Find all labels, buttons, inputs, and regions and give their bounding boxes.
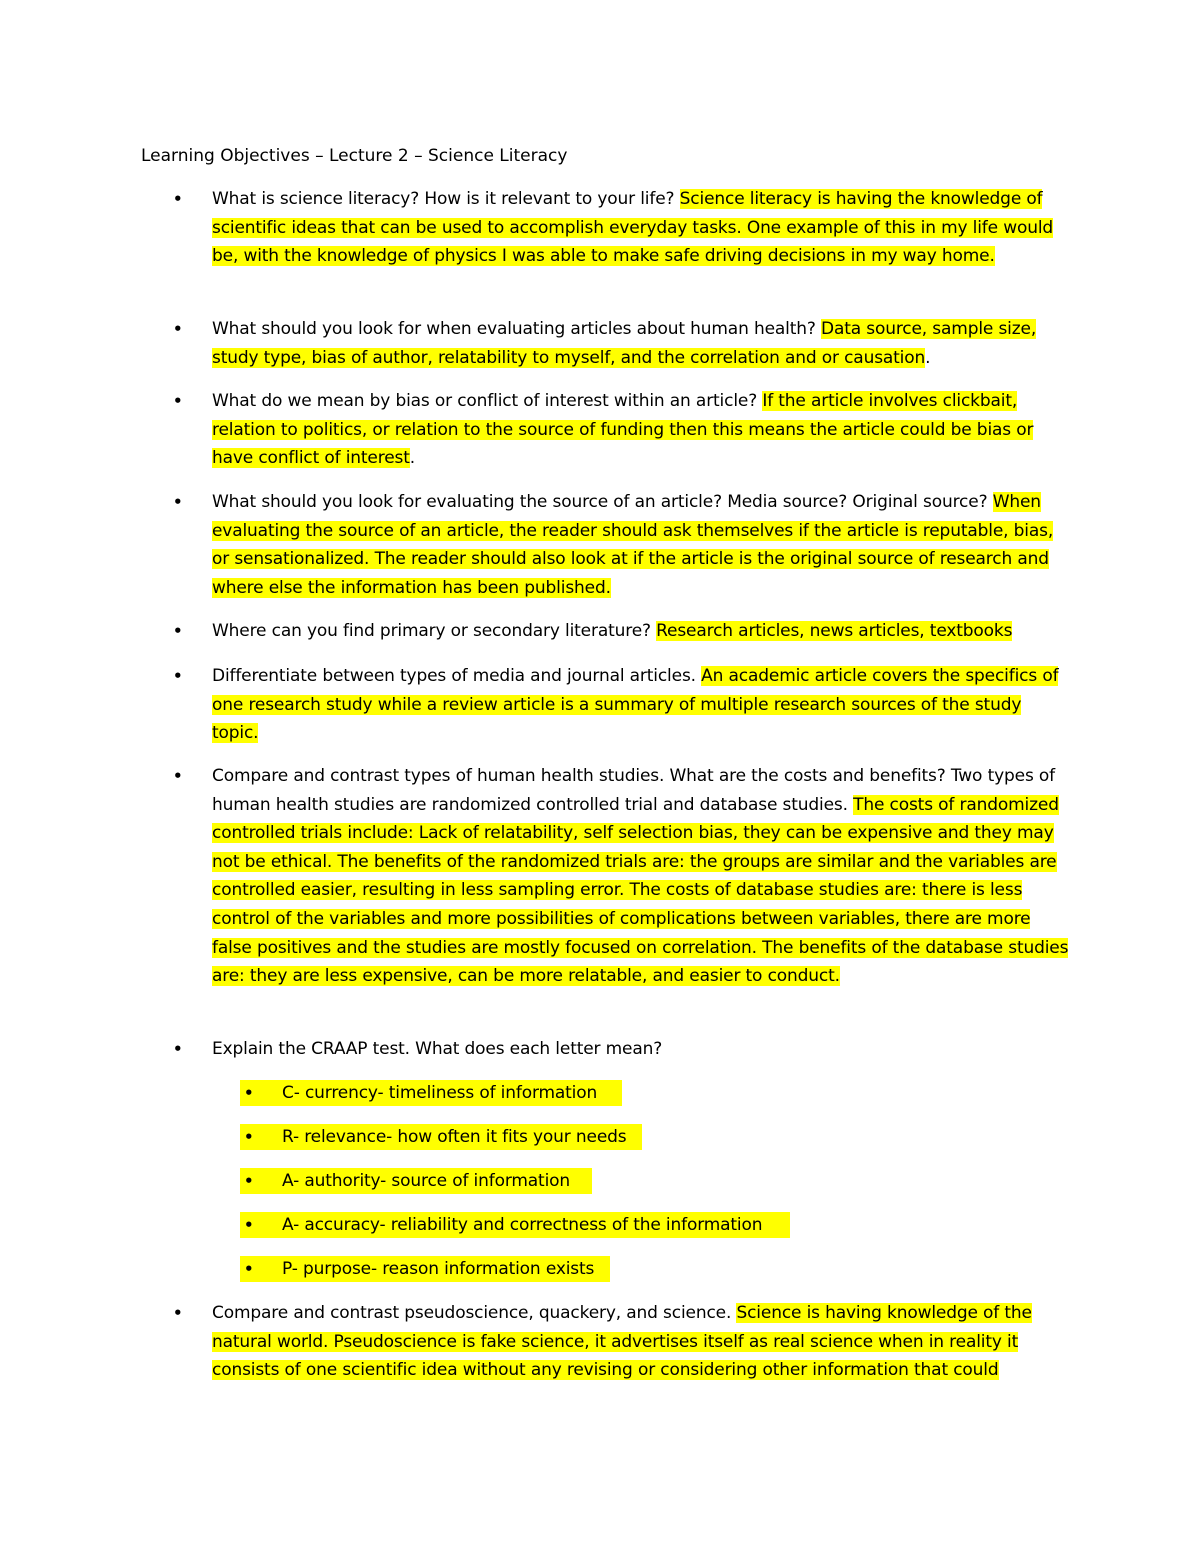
bullet-icon: •	[173, 767, 183, 785]
bullet-icon: •	[173, 392, 183, 410]
question-text: What should you look for when evaluating articles about human health?	[212, 319, 821, 339]
bullet-icon: •	[173, 622, 183, 640]
bullet-icon: •	[173, 493, 183, 511]
page-title: Learning Objectives – Lecture 2 – Science Literacy	[141, 146, 568, 166]
question-text: What should you look for evaluating the source of an article? Media source? Original source?	[212, 492, 993, 512]
question-text: Where can you find primary or secondary literature?	[212, 621, 657, 641]
bullet-icon: •	[173, 1040, 183, 1058]
answer-text: Science literacy is having the knowledge of scientific ideas that can be used to accomplish everyday tasks. One example of this in my life would be, with the knowledge of physics I was able to make safe driving decisions in my way home.	[212, 189, 1054, 267]
item-text	[212, 488, 1070, 602]
item-text	[212, 617, 1070, 646]
bullet-icon: •	[244, 1084, 254, 1102]
item-text	[212, 662, 1070, 748]
item-text	[212, 387, 1070, 473]
item-text	[212, 185, 1070, 271]
sub-item-text: A- authority- source of information	[282, 1171, 571, 1191]
sub-item-text: A- accuracy- reliability and correctness of the information	[282, 1215, 763, 1235]
question-text: What do we mean by bias or conflict of interest within an article?	[212, 391, 763, 411]
bullet-icon: •	[244, 1128, 254, 1146]
bullet-icon: •	[173, 1304, 183, 1322]
sub-item-text: C- currency- timeliness of information	[282, 1083, 598, 1103]
item-text	[212, 315, 1070, 372]
question-text: Explain the CRAAP test. What does each letter mean?	[212, 1039, 663, 1059]
question-text: Compare and contrast types of human health studies. What are the costs and benefits? Two types of human health studies are randomized controlled trial and database studies.	[212, 766, 1055, 815]
item-text	[212, 1299, 1070, 1385]
answer-tail: .	[925, 347, 931, 368]
answer-text: If the article involves clickbait, relation to politics, or relation to the source of funding then this means the article could be bias or have conflict of interest	[212, 391, 1034, 469]
bullet-icon: •	[173, 667, 183, 685]
answer-tail: .	[409, 448, 416, 469]
answer-text: Research articles, news articles, textbooks	[656, 621, 1013, 641]
item-text	[212, 762, 1070, 991]
bullet-icon: •	[244, 1172, 254, 1190]
bullet-icon: •	[244, 1216, 254, 1234]
sub-item-text: R- relevance- how often it fits your needs	[282, 1127, 627, 1147]
bullet-icon: •	[173, 320, 183, 338]
answer-text: The costs of randomized controlled trials include: Lack of relatability, self selection bias, they can be expensive and they may not be ethical. The benefits of the randomized trials are: the groups are similar and the variables are controlled easier, resulting in less sampling error. The costs of database studies are: there is less control of the variables and more possibilities of complications between variables, there are more false positives and the studies are mostly focused on correlation. The benefits of the database studies are: they are less expensive, can be more relatable, and easier to conduct.	[212, 794, 1069, 987]
answer-text: When evaluating the source of an article, the reader should ask themselves if the article is reputable, bias, or sensationalized. The reader should also look at if the article is the original source of research and where else the information has been published.	[212, 492, 1054, 598]
bullet-icon: •	[244, 1260, 254, 1278]
sub-item-text: P- purpose- reason information exists	[282, 1259, 595, 1279]
question-text: Compare and contrast pseudoscience, quackery, and science.	[212, 1303, 737, 1323]
question-text: What is science literacy? How is it relevant to your life?	[212, 189, 680, 209]
bullet-icon: •	[173, 190, 183, 208]
question-text: Differentiate between types of media and journal articles.	[212, 666, 702, 686]
answer-text: An academic article covers the specifics of one research study while a review article is a summary of multiple research sources of the study topic.	[212, 666, 1059, 744]
item-text	[212, 1035, 1070, 1064]
answer-text: Data source, sample size, study type, bias of author, relatability to myself, and the correlation and or causation	[212, 319, 1037, 368]
answer-text: Science is having knowledge of the natural world. Pseudoscience is fake science, it advertises itself as real science when in reality it consists of one scientific idea without any revising or considering other information that could	[212, 1303, 1032, 1381]
